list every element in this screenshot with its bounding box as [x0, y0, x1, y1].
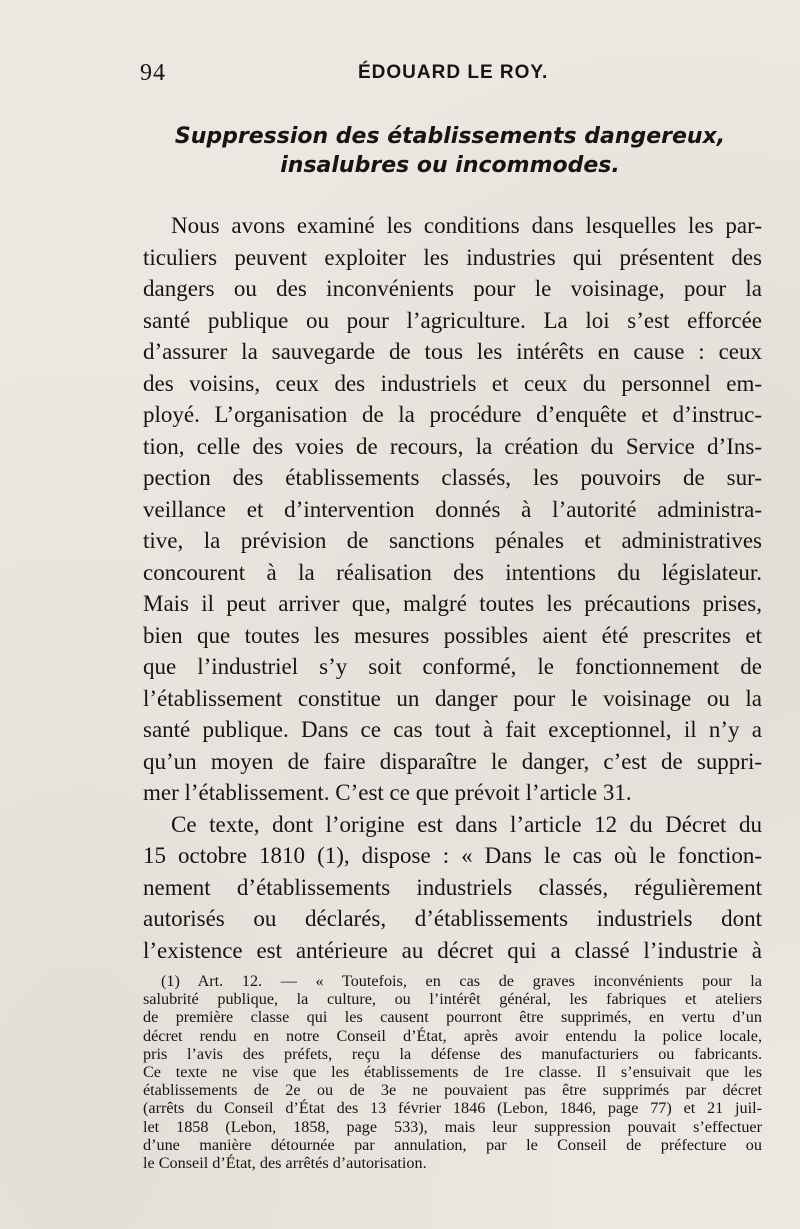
running-head: ÉDOUARD LE ROY.: [358, 62, 549, 83]
text-line: dangers ou des inconvénients pour le voisinage, pour la: [143, 276, 762, 301]
footnote-line: décret rendu en notre Conseil d’État, après avoir entendu la police locale,: [143, 1026, 762, 1045]
text-line: Nous avons examiné les conditions dans lesquelles les par-: [171, 213, 762, 238]
text-line: tive, la prévision de sanctions pénales et administratives: [143, 528, 762, 553]
footnote-line: de première classe qui les causent pourront être supprimés, en vertu d’un: [143, 1008, 762, 1027]
footnote-line: pris l’avis des préfets, reçu la défense des manufacturiers ou fabricants.: [143, 1044, 762, 1063]
text-line: bien que toutes les mesures possibles aient été prescrites et: [143, 622, 762, 648]
text-line: veillance et d’intervention donnés à l’autorité administra-: [143, 496, 762, 522]
footnote-line: établissements de 2e ou de 3e ne pouvaient pas être supprimés par décret: [143, 1081, 762, 1100]
footnote-line: d’une manière détournée par annulation, par le Conseil de préfecture ou: [143, 1135, 762, 1154]
text-line: santé publique. Dans ce cas tout à fait exceptionnel, il n’y a: [143, 717, 762, 742]
text-line: ployé. L’organisation de la procédure d’enquête et d’instruc-: [143, 402, 762, 427]
footnote-line: Ce texte ne vise que les établissements de 1re classe. Il s’ensuivait que les: [143, 1063, 762, 1082]
text-line: mer l’établissement. C’est ce que prévoit l’article 31.: [143, 780, 632, 805]
text-line: Mais il peut arriver que, malgré toutes les précautions prises,: [143, 591, 762, 616]
text-line: d’assurer la sauvegarde de tous les intérêts en cause : ceux: [143, 339, 762, 364]
text-line: santé publique ou pour l’agriculture. La loi s’est efforcée: [143, 307, 762, 333]
section-title-line: insalubres ou incommodes.: [280, 153, 620, 178]
text-line: Ce texte, dont l’origine est dans l’article 12 du Décret du: [171, 811, 762, 837]
footnote-line: (1) Art. 12. — « Toutefois, en cas de graves inconvénients pour la: [161, 972, 762, 990]
text-line: l’existence est antérieure au décret qui a classé l’industrie à: [143, 937, 762, 963]
text-line: l’établissement constitue un danger pour le voisinage ou la: [143, 685, 762, 711]
footnote-line: let 1858 (Lebon, 1858, page 533), mais leur suppression pouvait s’effectuer: [143, 1117, 762, 1136]
page-number: 94: [140, 60, 166, 86]
text-line: qu’un moyen de faire disparaître le danger, c’est de suppri-: [143, 748, 762, 774]
text-line: des voisins, ceux des industriels et ceux du personnel em-: [143, 370, 762, 396]
text-line: pection des établissements classés, les pouvoirs de sur-: [143, 465, 762, 490]
body-text: [143, 210, 762, 966]
page-header: [140, 60, 760, 90]
text-line: autorisés ou déclarés, d’établissements industriels dont: [143, 906, 762, 931]
text-line: que l’industriel s’y soit conformé, le fonctionnement de: [143, 654, 762, 679]
section-title-line: Suppression des établissements dangereux,: [174, 124, 726, 149]
text-line: concourent à la réalisation des intentions du législateur.: [143, 559, 762, 585]
text-line: tion, celle des voies de recours, la création du Service d’Ins-: [143, 433, 762, 459]
footnote-line: le Conseil d’État, des arrêtés d’autorisation.: [143, 1154, 427, 1173]
text-line: ticuliers peuvent exploiter les industries qui présentent des: [143, 244, 762, 270]
section-title: [140, 122, 760, 180]
paragraph: [143, 809, 762, 967]
text-line: nement d’établissements industriels classés, régulièrement: [143, 874, 762, 900]
text-line: 15 octobre 1810 (1), dispose : « Dans le cas où le fonction-: [143, 843, 762, 868]
footnote-line: (arrêts du Conseil d’État des 13 février 1846 (Lebon, 1846, page 77) et 21 juil-: [143, 1099, 762, 1118]
paragraph: [143, 210, 762, 809]
footnote: [143, 972, 762, 1172]
footnote-line: salubrité publique, la culture, ou l’intérêt général, les fabriques et ateliers: [143, 990, 762, 1009]
